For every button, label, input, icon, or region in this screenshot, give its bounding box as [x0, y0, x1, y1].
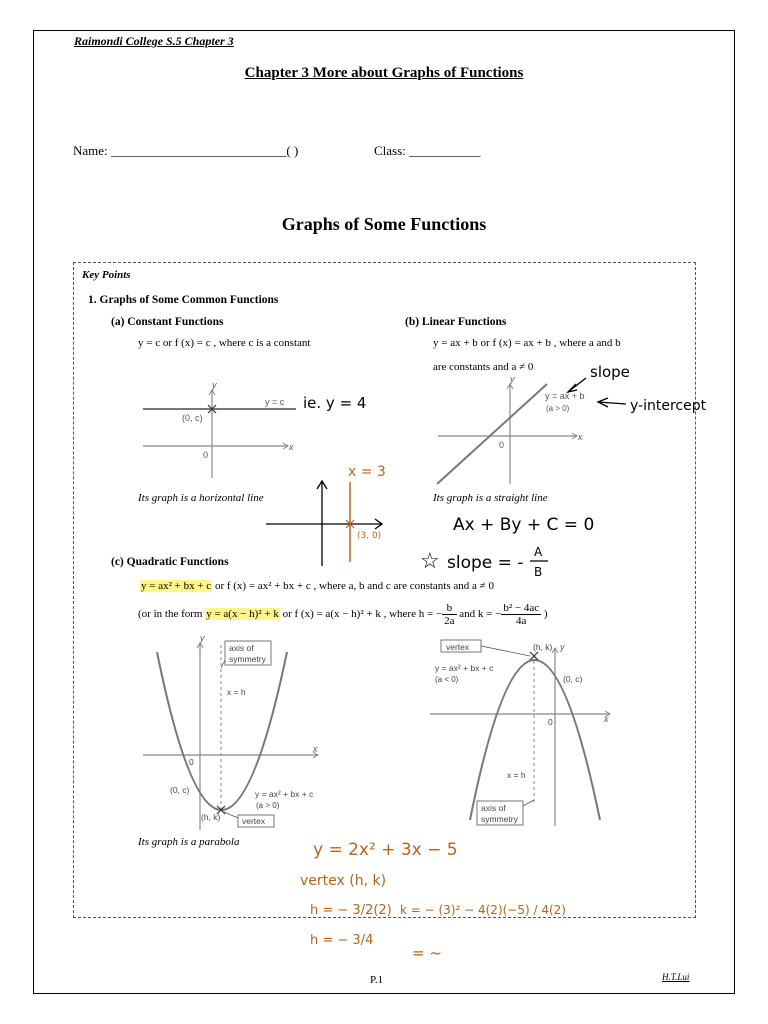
- handwritten-example-constant: ie. y = 4: [303, 394, 367, 412]
- class-field: Class: ___________: [374, 143, 481, 158]
- parabola-down-y-label: y: [560, 642, 565, 652]
- parabola-down-oc-label: (0, c): [563, 674, 583, 684]
- parabola-up-hk-label: (h, k): [201, 812, 221, 822]
- parabola-down-eq-label: y = ax² + bx + c: [435, 663, 494, 673]
- constant-point-label: (0, c): [182, 413, 203, 423]
- parabola-down-x-label: x: [604, 714, 609, 724]
- handwritten-equals: = ~: [412, 944, 442, 962]
- handwritten-h-step-1: h = − 3/2(2): [310, 903, 392, 918]
- vertex-form-prefix: (or in the form: [138, 608, 206, 621]
- parabola-up-eq-label: y = ax² + bx + c: [255, 789, 314, 799]
- handwritten-slope-a: A: [534, 545, 543, 559]
- parabola-down-xh-label: x = h: [507, 770, 526, 780]
- key-points-label: Key Points: [82, 269, 131, 281]
- k-fraction: $\frac{\text{b² − 4ac}}{4a}$: [503, 602, 540, 627]
- parabola-up-cond-label: (a > 0): [256, 801, 280, 810]
- handwritten-general-form: Ax + By + C = 0: [453, 515, 595, 535]
- parabola-down-zero-label: 0: [548, 717, 553, 727]
- chapter-title: Chapter 3 More about Graphs of Functions: [244, 65, 524, 81]
- sketch-point-label: (3, 0): [357, 531, 382, 541]
- quadratic-formula-1-rest: or f (x) = ax² + bx + c , where a, b and c are constants and a ≠ 0: [212, 580, 494, 592]
- parabola-down-axis-label-2: symmetry: [481, 814, 518, 824]
- handwritten-h-step-2: h = − 3/4: [310, 933, 374, 948]
- parabola-up-axis-label-2: symmetry: [229, 654, 266, 664]
- linear-formula: y = ax + b or f (x) = ax + b , where a and b: [433, 337, 621, 349]
- section-title: Graphs of Some Functions: [281, 214, 487, 234]
- constant-origin-label: 0: [203, 450, 209, 460]
- parabola-up-y-label: y: [200, 633, 205, 643]
- highlighted-vertex-form: y = a(x − h)² + k: [206, 608, 279, 621]
- header-school: Raimondi College S.5 Chapter 3: [74, 34, 234, 48]
- parabola-up-graph: [143, 641, 318, 830]
- sketch-x3-label: x = 3: [348, 464, 386, 480]
- handwritten-vertex-note: vertex (h, k): [300, 873, 387, 889]
- vertex-form-mid: or f (x) = a(x − h)² + k , where h = −: [279, 608, 443, 621]
- sketch-vertical-line: [266, 481, 382, 566]
- author-initials: H.T.Lui: [662, 972, 690, 982]
- constant-x-label: x: [289, 442, 294, 452]
- parabola-up-xh-label: x = h: [227, 687, 246, 697]
- handwritten-y-intercept: y-intercept: [630, 398, 707, 414]
- parabola-down-vertex-label: vertex: [446, 642, 470, 652]
- parabola-up-axis-label-1: axis of: [229, 643, 254, 653]
- handwritten-quadratic-example: y = 2x² + 3x − 5: [313, 840, 458, 860]
- handwritten-slope: slope: [590, 363, 630, 381]
- linear-caption: Its graph is a straight line: [433, 492, 548, 504]
- linear-line-label: y = ax + b: [545, 391, 585, 401]
- linear-formula-2: are constants and a ≠ 0: [433, 361, 534, 373]
- linear-heading: (b) Linear Functions: [405, 316, 507, 328]
- item-1-heading: 1. Graphs of Some Common Functions: [88, 294, 279, 306]
- handwritten-slope-b: B: [534, 565, 543, 579]
- name-field: Name: ___________________________( ): [73, 143, 299, 158]
- constant-heading: (a) Constant Functions: [111, 316, 224, 328]
- parabola-down-hk-label: (h, k): [533, 642, 553, 652]
- constant-formula: y = c or f (x) = c , where c is a constant: [138, 337, 311, 349]
- parabola-up-x-label: x: [313, 744, 318, 754]
- constant-line-label: y = c: [265, 397, 285, 407]
- constant-y-label: y: [212, 380, 217, 390]
- parabola-up-oc-label: (0, c): [170, 785, 190, 795]
- highlighted-standard-form: y = ax² + bx + c: [141, 580, 212, 592]
- quadratic-caption: Its graph is a parabola: [138, 836, 240, 848]
- linear-origin-label: 0: [499, 440, 505, 450]
- close-paren: ): [541, 608, 548, 621]
- parabola-up-zero-label: 0: [189, 757, 194, 767]
- quadratic-heading: (c) Quadratic Functions: [111, 556, 229, 568]
- and-text: and k = −: [456, 608, 502, 621]
- linear-x-label: x: [578, 432, 583, 442]
- handwritten-slope-formula: slope = -: [447, 553, 524, 573]
- page-number: P.1: [370, 974, 384, 986]
- star-icon: ☆: [420, 548, 440, 573]
- constant-caption: Its graph is a horizontal line: [138, 492, 264, 504]
- linear-y-label: y: [510, 374, 515, 384]
- handwritten-k-step: k = − (3)² − 4(2)(−5) / 4(2): [400, 903, 566, 917]
- h-fraction: $\frac{b}{2a}$: [444, 602, 455, 627]
- linear-cond-label: (a > 0): [546, 404, 570, 413]
- parabola-down-cond-label: (a < 0): [435, 675, 459, 684]
- parabola-up-vertex-label: vertex: [242, 816, 266, 826]
- parabola-down-axis-label-1: axis of: [481, 803, 506, 813]
